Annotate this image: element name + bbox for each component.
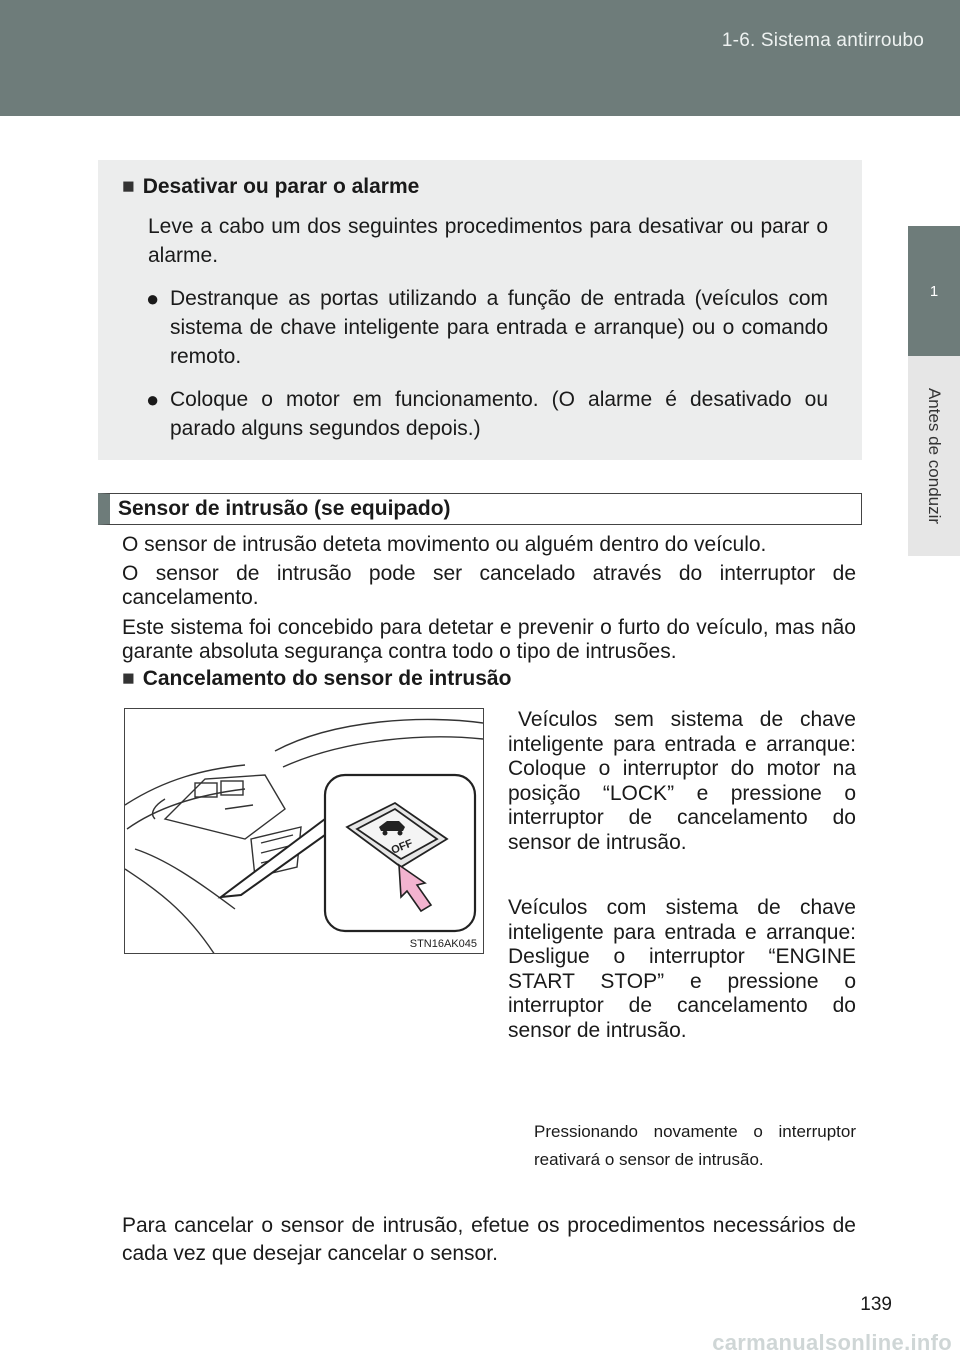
small-note: Pressionando novamente o interruptor reativará o sensor de intrusão. <box>534 1122 856 1169</box>
side-paragraph: Veículos com sistema de chave inteligente para entrada e arranque: Desligue o interruptor “ENGINE START STOP” e pressione o interruptor de cancelamento do sensor de intrusão. <box>508 896 856 1042</box>
watermark: carmanualsonline.info <box>712 1330 952 1355</box>
chapter-title: Antes de conduzir <box>925 387 944 525</box>
intrusion-switch-figure <box>124 708 484 954</box>
closing-paragraph: Para cancelar o sensor de intrusão, efetue os procedimentos necessários de cada vez que desejar cancelar o sensor. <box>122 1214 856 1265</box>
alarm-note-box <box>98 160 862 460</box>
square-bullet-icon: ■ <box>122 667 135 690</box>
page-number: 139 <box>860 1294 892 1315</box>
side-paragraph: Veículos sem sistema de chave inteligente para entrada e arranque: Coloque o interruptor do motor na posição “LOCK” e pressione o interruptor de cancelamento do sensor de intrusão. <box>508 708 856 854</box>
note-title <box>122 172 828 202</box>
note-intro: Leve a cabo um dos seguintes procedimentos para desativar ou parar o alarme. <box>148 215 828 267</box>
square-bullet-icon: ■ <box>122 175 135 198</box>
page-header <box>0 0 960 116</box>
section-heading: Sensor de intrusão (se equipado) <box>98 493 862 525</box>
body-paragraph: Este sistema foi concebido para detetar e prevenir o furto do veículo, mas não garante absoluta segurança contra todo o tipo de intrusões. <box>122 616 856 663</box>
off-switch-label: OFF <box>389 837 415 857</box>
note-bullet-text: Destranque as portas utilizando a função de entrada (veículos com sistema de chave inteligente para entrada e arranque) ou o comando remoto. <box>170 287 828 368</box>
note-bullet-text: Coloque o motor em funcionamento. (O alarme é desativado ou parado alguns segundos depois.) <box>170 388 828 440</box>
note-bullet <box>122 284 828 371</box>
overhead-console-illustration <box>125 709 484 954</box>
figure-code: STN16AK045 <box>409 938 477 950</box>
dot-bullet-icon: ● <box>146 286 160 311</box>
body-paragraph: O sensor de intrusão pode ser cancelado através do interruptor de cancelamento. <box>122 562 856 609</box>
body-paragraph: O sensor de intrusão deteta movimento ou alguém dentro do veículo. <box>122 533 767 556</box>
chapter-number-tab <box>908 226 960 356</box>
chapter-number: 1 <box>929 282 939 300</box>
section-label: 1-6. Sistema antirroubo <box>721 30 924 51</box>
dot-bullet-icon: ● <box>146 387 160 412</box>
note-title-text: Desativar ou parar o alarme <box>142 175 420 198</box>
subheading-text: Cancelamento do sensor de intrusão <box>142 667 512 690</box>
note-bullet <box>122 385 828 443</box>
subheading <box>122 666 511 692</box>
